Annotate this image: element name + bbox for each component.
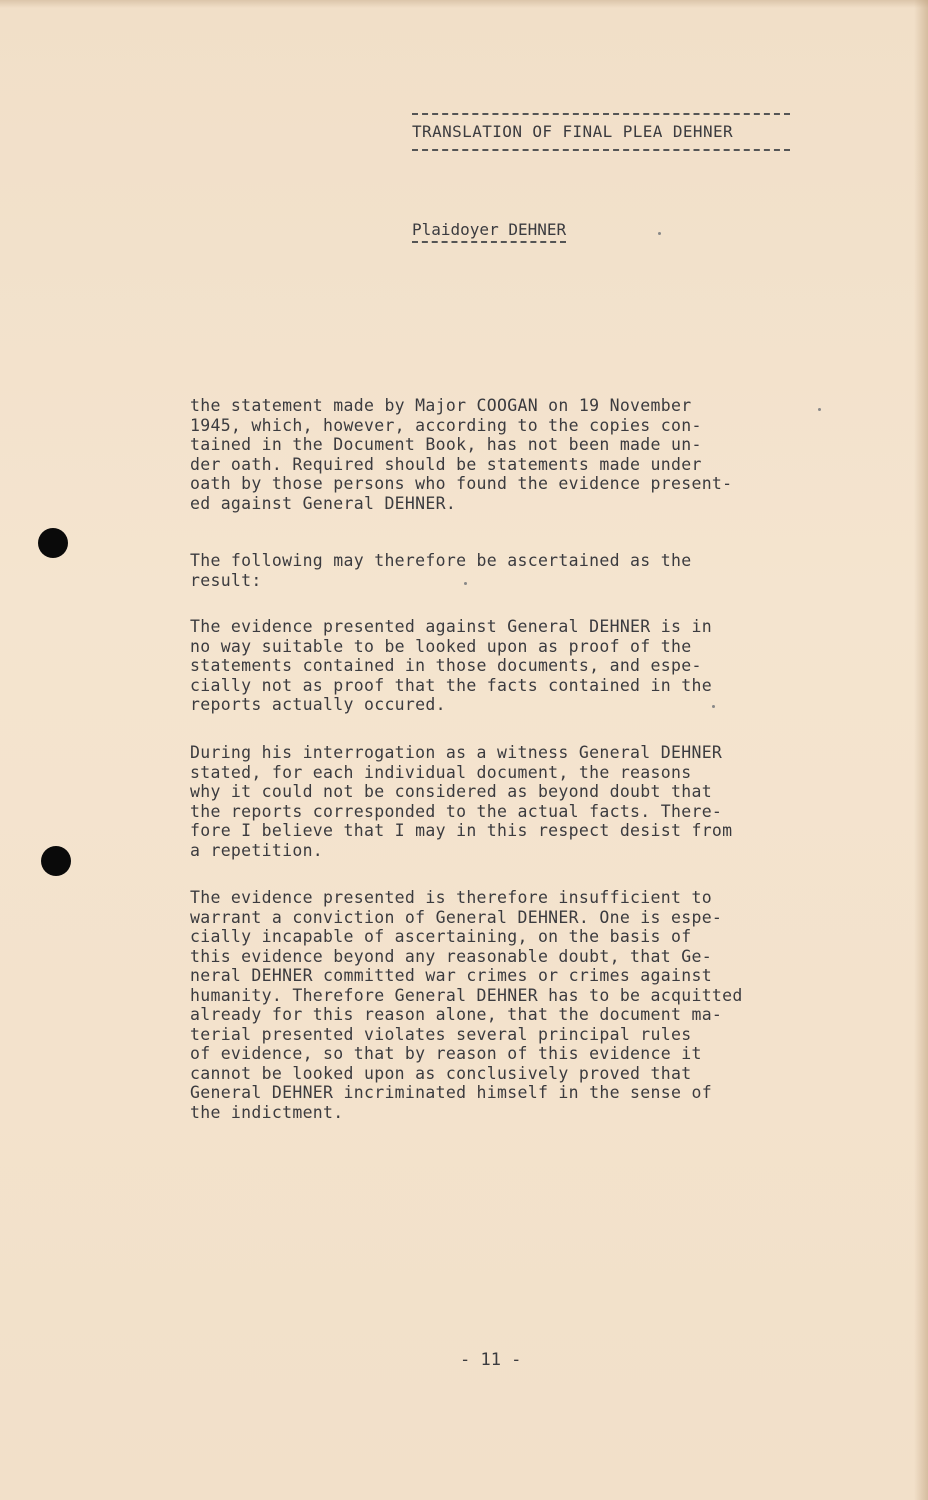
paragraph-statement: the statement made by Major COOGAN on 19 November 1945, which, however, according to the copies con- tained in the Document Book, has not been made un- der oath. Required should be statements made under oath by those persons who found the evidence present- ed against General DEHNER. — [190, 396, 733, 513]
paper-speck — [464, 582, 467, 585]
heading-bottom-rule — [412, 149, 790, 151]
paragraph-interrogation: During his interrogation as a witness General DEHNER stated, for each individual document, the reasons why it could not be considered as beyond doubt that the reports corresponded to the actual facts. There- fore I believe that I may in this respect desist from a repetition. — [190, 743, 733, 860]
punch-hole-top — [38, 528, 68, 558]
paper-edge-shadow — [914, 0, 928, 1500]
paragraph-evidence: The evidence presented against General DEHNER is in no way suitable to be looked upon as proof of the statements contained in those documents, and espe- cially not as proof that the facts contained in the reports actually occured. — [190, 617, 712, 714]
heading-block — [412, 113, 792, 151]
page-number: - 11 - — [460, 1350, 522, 1370]
paper-speck — [658, 232, 661, 235]
document-heading: TRANSLATION OF FINAL PLEA DEHNER — [412, 122, 734, 141]
paper-speck — [818, 408, 821, 411]
paper-speck — [712, 705, 715, 708]
paper-top-shadow — [0, 0, 928, 8]
heading-top-rule — [412, 113, 790, 115]
paragraph-result-intro: The following may therefore be ascertained as the result: — [190, 551, 692, 590]
paragraph-conclusion: The evidence presented is therefore insufficient to warrant a conviction of General DEHNER. One is espe- cially incapable of ascertaining, on the basis of this evidence beyond any reasonable doubt, that Ge- neral DEHNER committed war crimes or crimes against humanity. Therefore General DEHNER has to be acquitted already for this reason alone, that the document ma- terial presented violates several principal rules of evidence, so that by reason of this evidence it cannot be looked upon as conclusively proved that General DEHNER incriminated himself in the sense of the indictment. — [190, 888, 743, 1122]
document-subheading: Plaidoyer DEHNER — [412, 220, 566, 243]
punch-hole-bottom — [41, 846, 71, 876]
